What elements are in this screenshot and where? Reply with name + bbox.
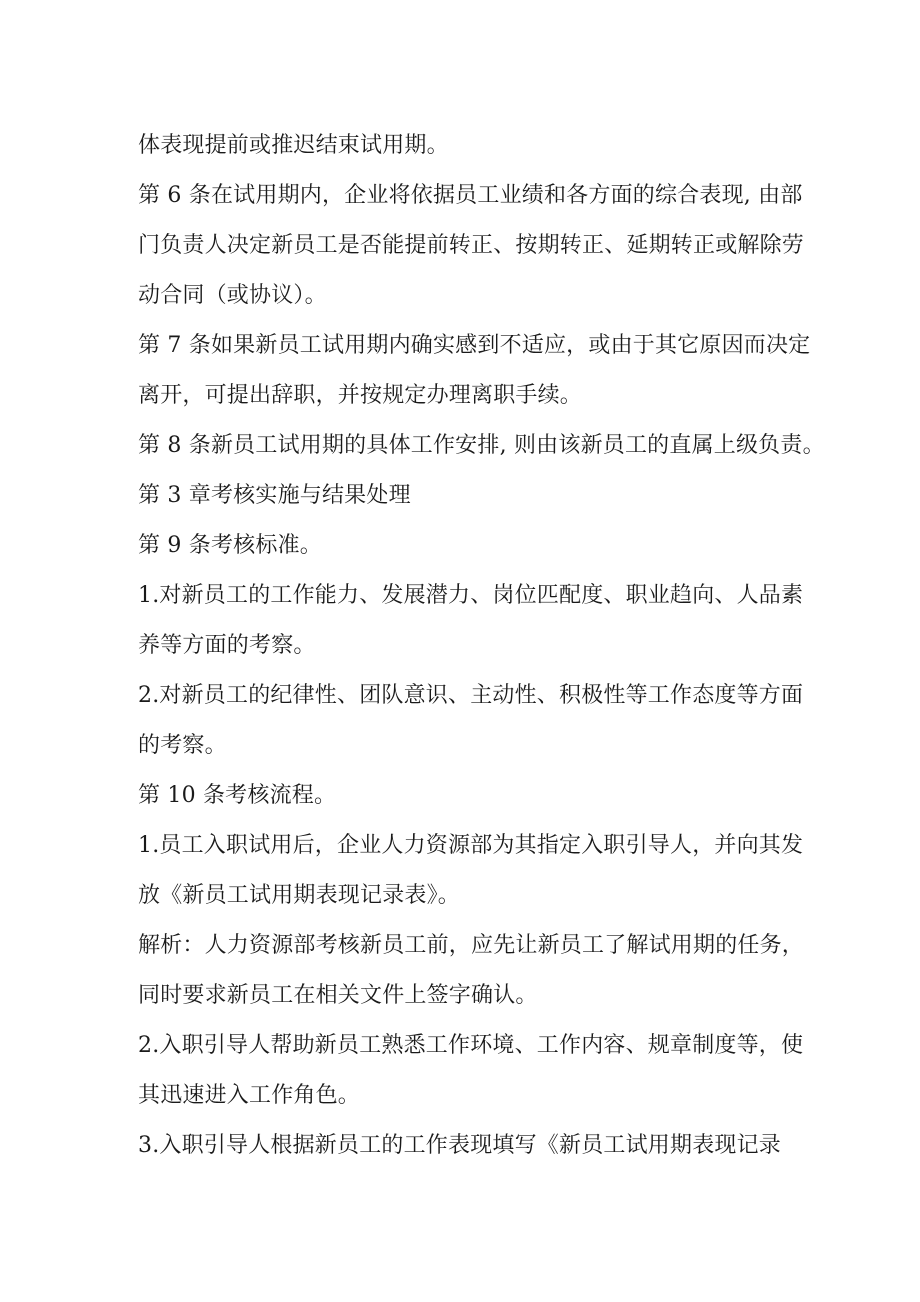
- text-line: 第 6 条在试用期内，企业将依据员工业绩和各方面的综合表现, 由部: [138, 183, 803, 208]
- text-line: 第 10 条考核流程。: [138, 783, 337, 808]
- document-body: [138, 121, 825, 1171]
- text-line: 1.对新员工的工作能力、发展潜力、岗位匹配度、职业趋向、人品素: [138, 583, 804, 608]
- chapter-heading: 第 3 章考核实施与结果处理: [138, 483, 411, 508]
- text-line: 离开，可提出辞职，并按规定办理离职手续。: [138, 383, 583, 408]
- text-line: 第 7 条如果新员工试用期内确实感到不适应，或由于其它原因而决定: [138, 333, 811, 358]
- text-line: 养等方面的考察。: [138, 633, 316, 658]
- text-line: 1.员工入职试用后，企业人力资源部为其指定入职引导人，并向其发: [138, 833, 804, 858]
- text-line: 体表现提前或推迟结束试用期。: [138, 133, 449, 158]
- text-line: 2.入职引导人帮助新员工熟悉工作环境、工作内容、规章制度等，使: [138, 1033, 804, 1058]
- text-line: 其迅速进入工作角色。: [138, 1083, 361, 1108]
- text-line: 2.对新员工的纪律性、团队意识、主动性、积极性等工作态度等方面: [138, 683, 804, 708]
- text-line: 第 8 条新员工试用期的具体工作安排, 则由该新员工的直属上级负责。: [138, 433, 825, 458]
- text-line: 第 9 条考核标准。: [138, 533, 322, 558]
- text-line: 的考察。: [138, 733, 227, 758]
- text-line: 同时要求新员工在相关文件上签字确认。: [138, 983, 538, 1008]
- text-line: 动合同（或协议）。: [138, 283, 327, 308]
- text-line: 解析：人力资源部考核新员工前，应先让新员工了解试用期的任务，: [138, 933, 805, 958]
- text-line: 放《新员工试用期表现记录表》。: [138, 883, 461, 908]
- text-line: 门负责人决定新员工是否能提前转正、按期转正、延期转正或解除劳: [138, 233, 805, 258]
- text-line: 3.入职引导人根据新员工的工作表现填写《新员工试用期表现记录: [138, 1133, 781, 1158]
